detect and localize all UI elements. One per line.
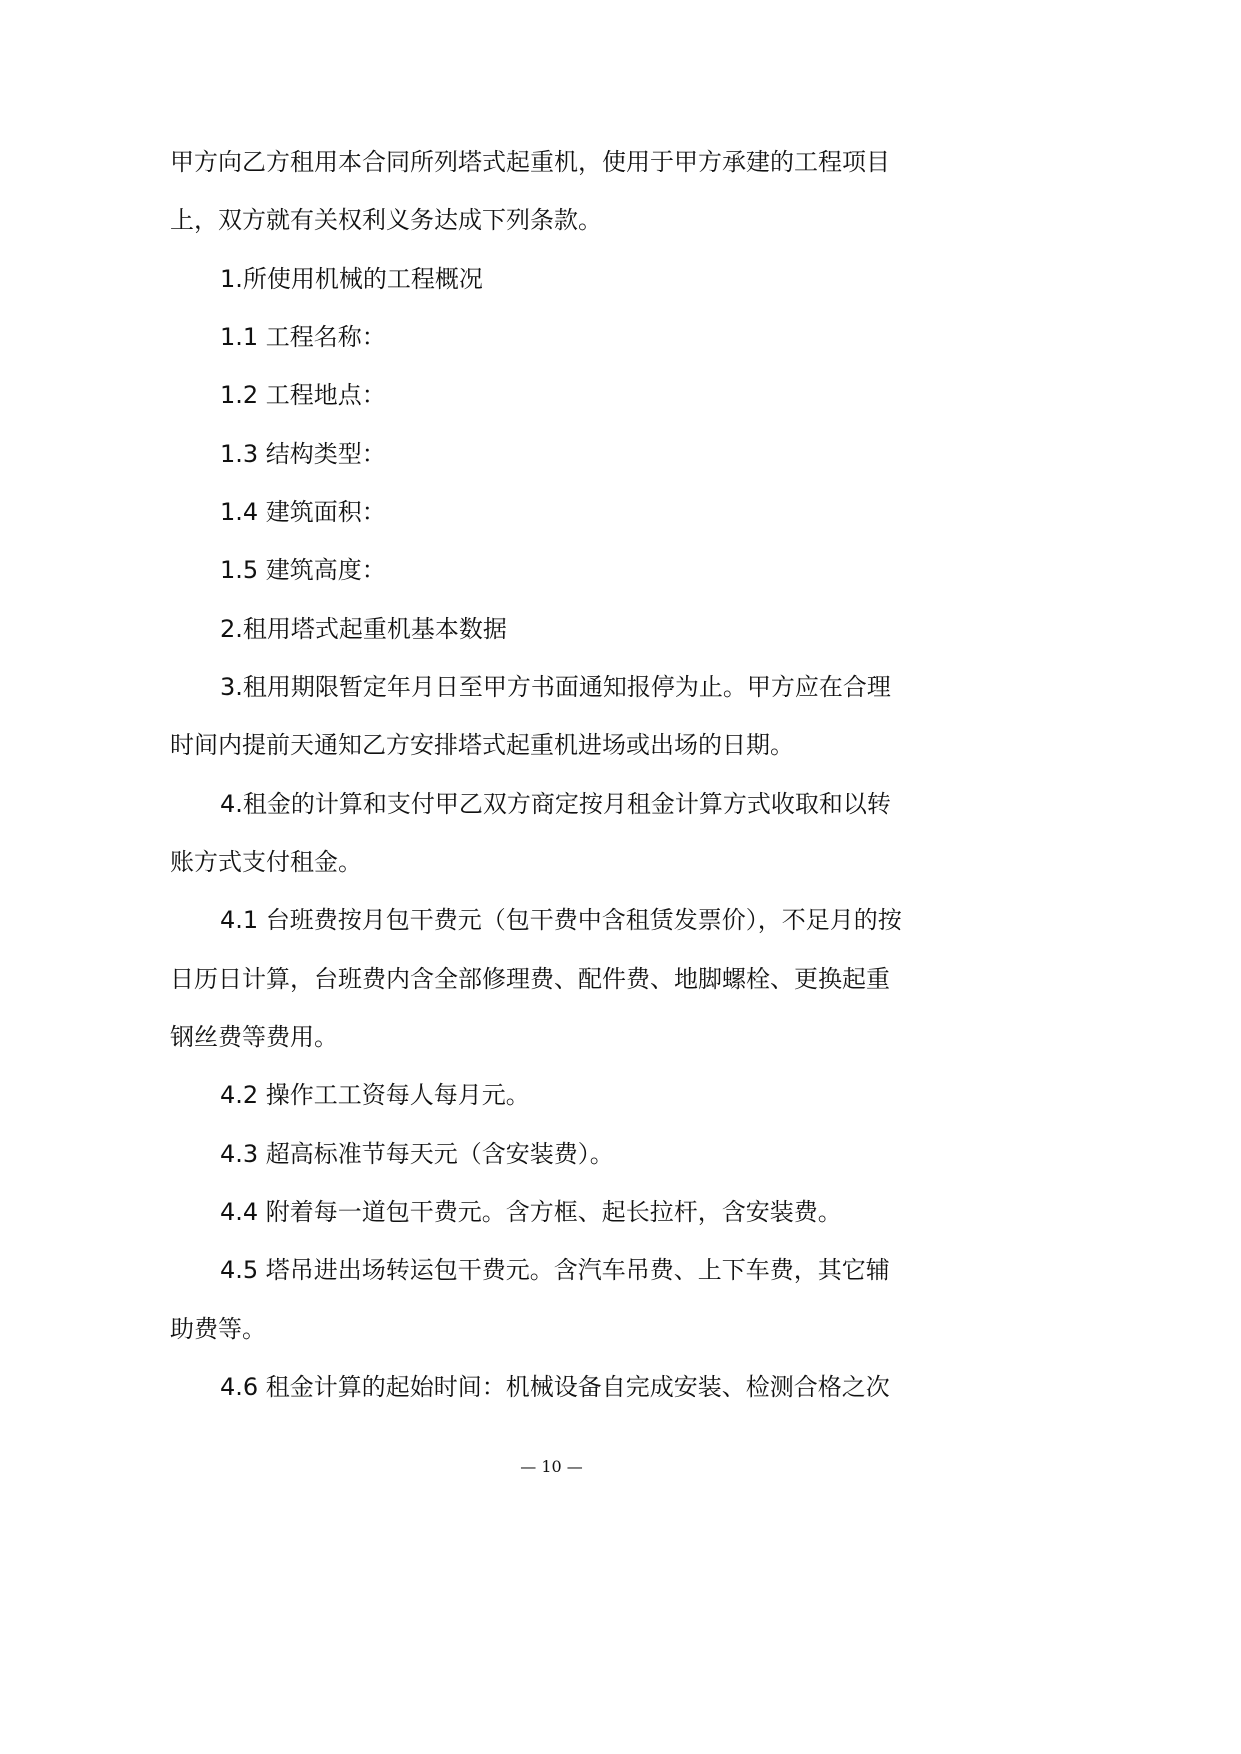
item-4-1-line-2: 日历日计算，台班费内含全部修理费、配件费、地脚螺栓、更换起重 (170, 965, 890, 993)
section-3-line-2: 时间内提前天通知乙方安排塔式起重机进场或出场的日期。 (170, 731, 794, 759)
item-1-1-project-name: 1.1 工程名称： (220, 323, 386, 351)
section-4-line-2: 账方式支付租金。 (170, 848, 362, 876)
section-2-heading: 2.租用塔式起重机基本数据 (220, 615, 507, 643)
item-1-3-structure-type: 1.3 结构类型： (220, 440, 386, 468)
item-4-5-line-1: 4.5 塔吊进出场转运包干费元。含汽车吊费、上下车费，其它辅 (220, 1256, 890, 1284)
section-3-line-1: 3.租用期限暂定年月日至甲方书面通知报停为止。甲方应在合理 (220, 673, 891, 701)
item-1-5-building-height: 1.5 建筑高度： (220, 556, 386, 584)
item-4-1-line-1: 4.1 台班费按月包干费元（包干费中含租赁发票价），不足月的按 (220, 906, 902, 934)
item-4-6-line-1: 4.6 租金计算的起始时间：机械设备自完成安装、检测合格之次 (220, 1373, 890, 1401)
section-1-heading: 1.所使用机械的工程概况 (220, 265, 483, 293)
paragraph-intro-line-2: 上，双方就有关权利义务达成下列条款。 (170, 206, 602, 234)
section-4-line-1: 4.租金的计算和支付甲乙双方商定按月租金计算方式收取和以转 (220, 790, 891, 818)
item-4-1-line-3: 钢丝费等费用。 (170, 1023, 338, 1051)
item-1-4-building-area: 1.4 建筑面积： (220, 498, 386, 526)
item-1-2-project-location: 1.2 工程地点： (220, 381, 386, 409)
item-4-4: 4.4 附着每一道包干费元。含方框、起长拉杆，含安装费。 (220, 1198, 842, 1226)
item-4-3: 4.3 超高标准节每天元（含安装费）。 (220, 1140, 614, 1168)
page-number: — 10 — (520, 1457, 583, 1476)
item-4-5-line-2: 助费等。 (170, 1315, 266, 1343)
paragraph-intro-line-1: 甲方向乙方租用本合同所列塔式起重机，使用于甲方承建的工程项目 (170, 148, 890, 176)
item-4-2: 4.2 操作工工资每人每月元。 (220, 1081, 530, 1109)
